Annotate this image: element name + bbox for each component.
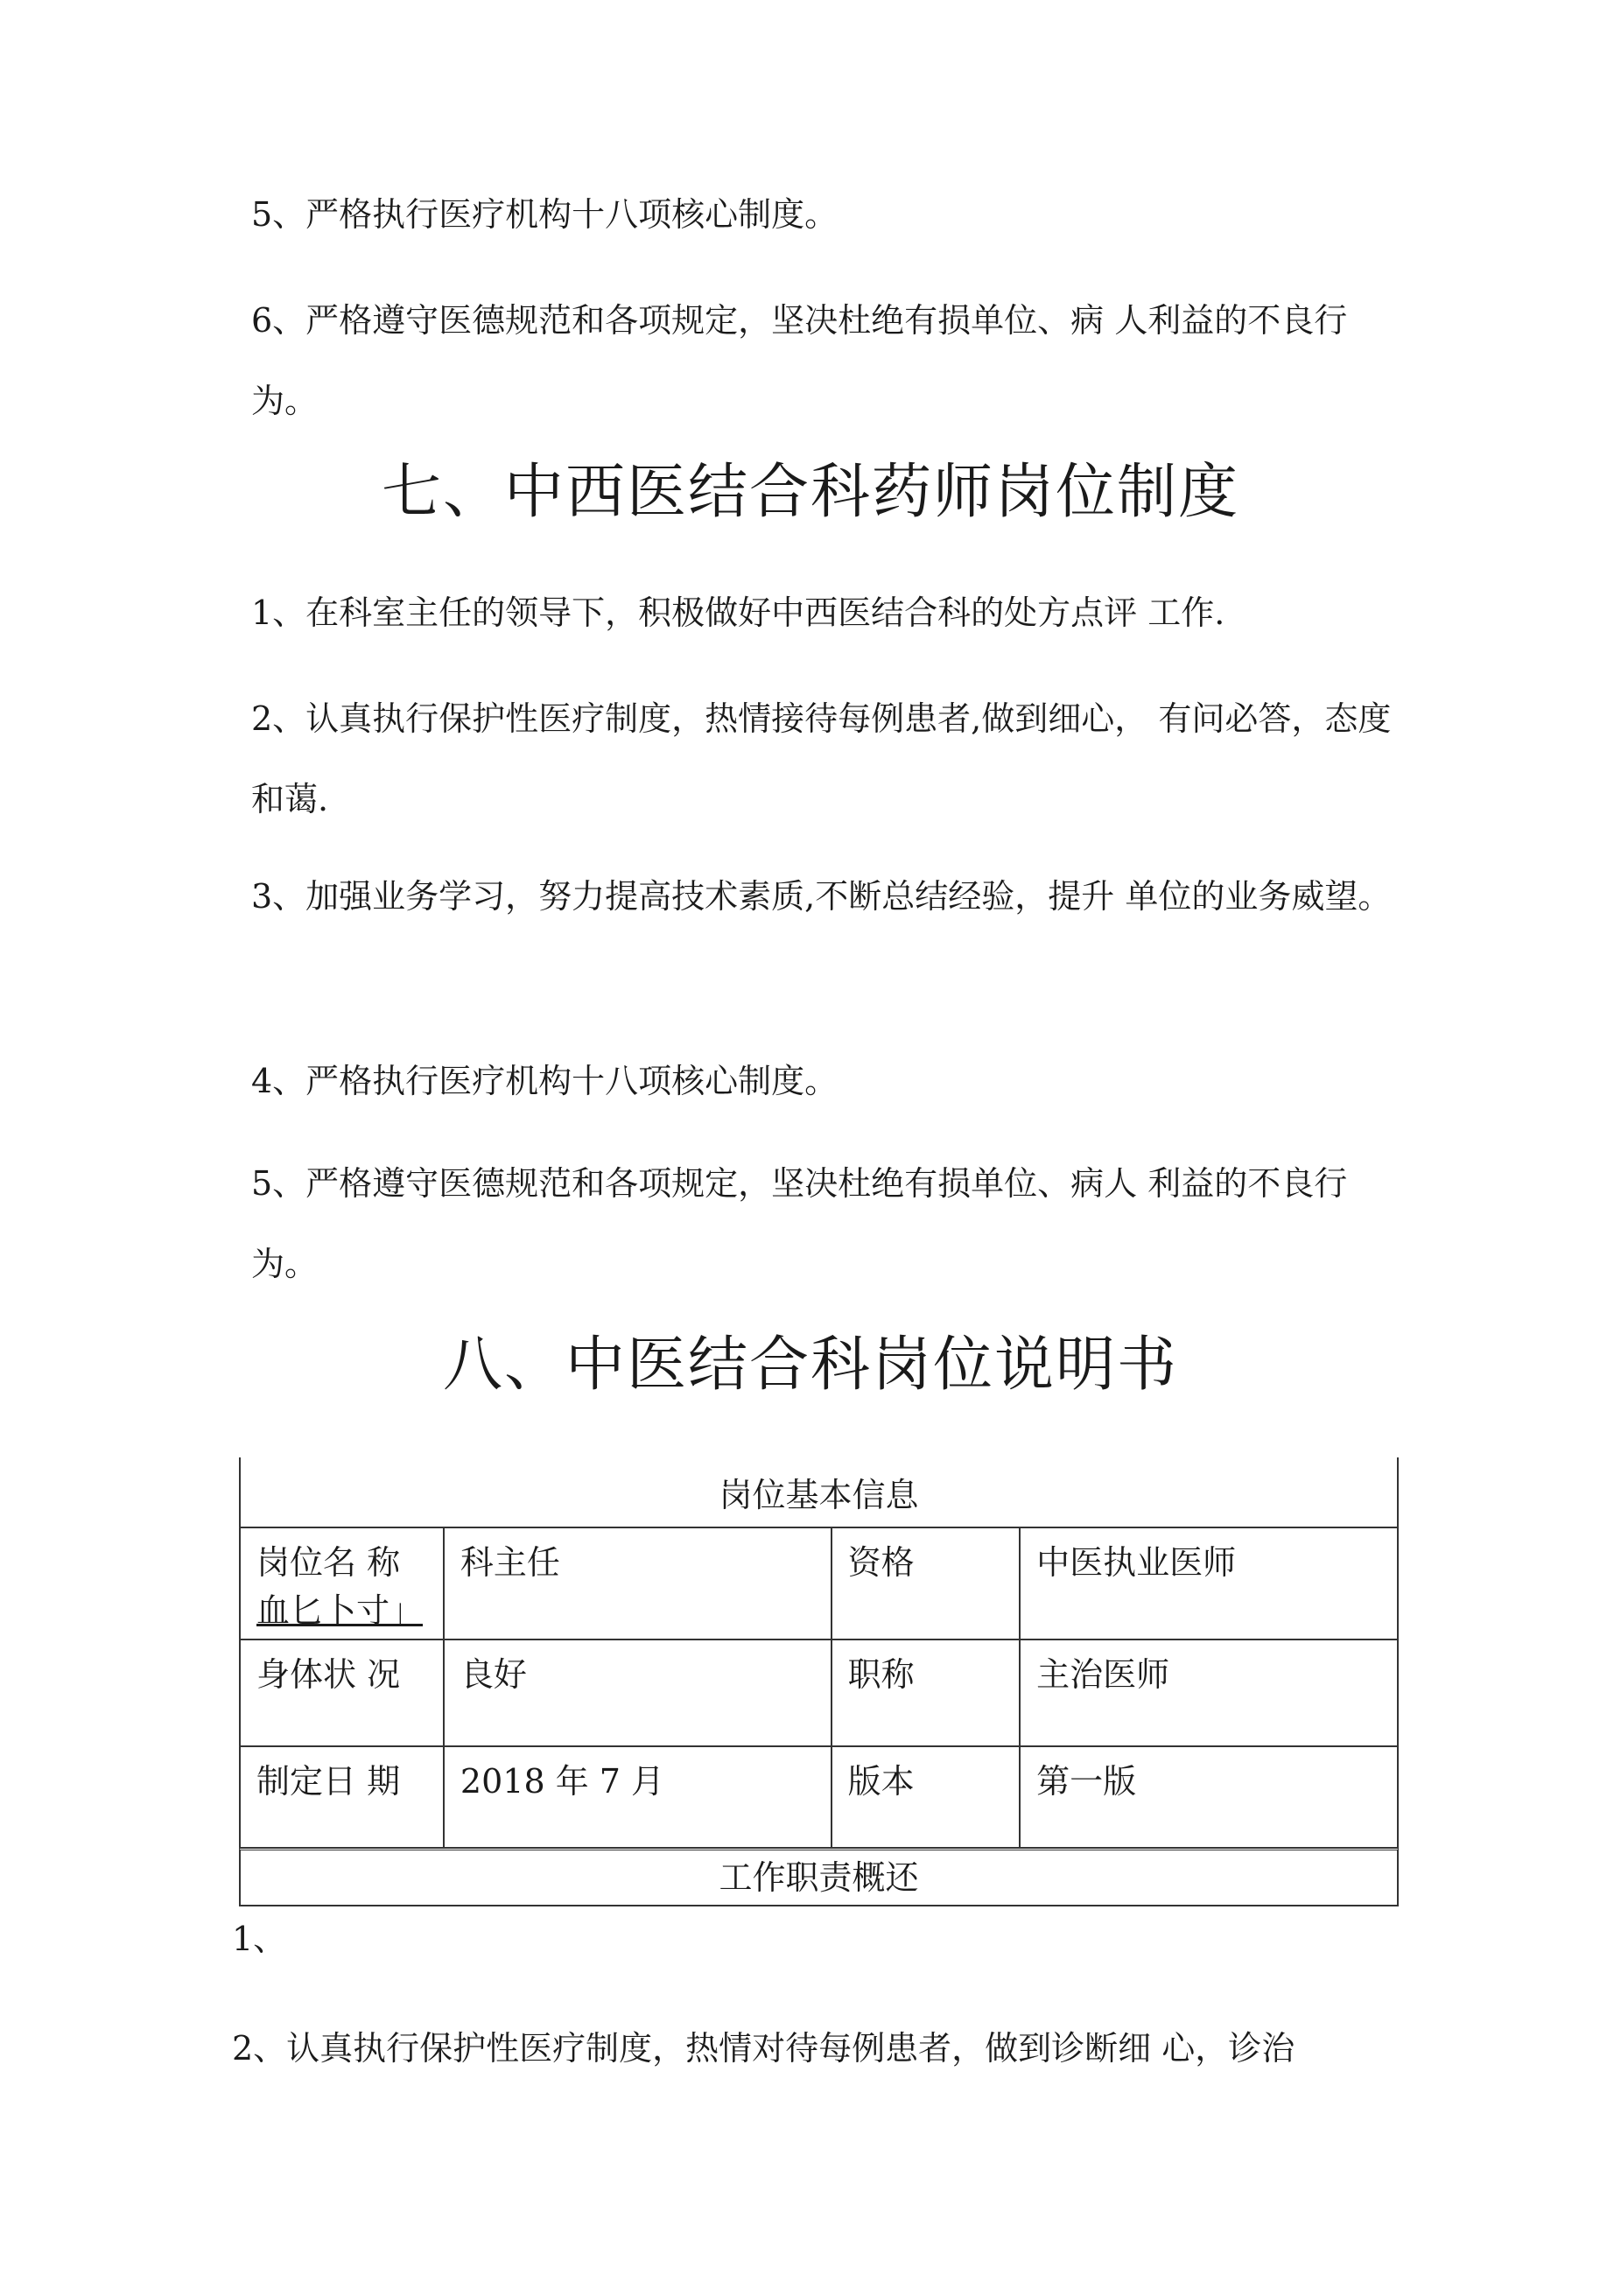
list-item: 2、认真执行保护性医疗制度，热情接待每例患者,做到细心， 有问必答，态度和蔼. xyxy=(251,699,1392,818)
cell-label-extra: 血匕卜寸」 xyxy=(256,1591,424,1630)
table-summary-header: 工作职责概还 xyxy=(239,1847,1399,1906)
list-item: 5、严格执行医疗机构十八项核心制度。 xyxy=(251,195,839,234)
table-cell-label: 身体状 况 xyxy=(240,1639,444,1746)
table-row xyxy=(240,1527,1398,1639)
cell-label-text: 岗位名 称 xyxy=(256,1543,401,1582)
table-row xyxy=(240,1639,1398,1746)
table-cell-value: 主治医师 xyxy=(1020,1639,1398,1746)
table-cell-value: 第一版 xyxy=(1020,1746,1398,1848)
list-item: 5、严格遵守医德规范和各项规定，坚决杜绝有损单位、病人 利益的不良行为。 xyxy=(251,1164,1348,1283)
table-cell-label: 版本 xyxy=(832,1746,1021,1848)
table-header: 岗位基本信息 xyxy=(240,1457,1398,1527)
table-cell-label xyxy=(240,1527,444,1639)
list-item: 4、严格执行医疗机构十八项核心制度。 xyxy=(251,1062,839,1100)
table-cell-label: 资格 xyxy=(832,1527,1021,1639)
table-cell-label: 制定日 期 xyxy=(240,1746,444,1848)
table-header-row xyxy=(240,1457,1398,1527)
table-cell-value: 科主任 xyxy=(444,1527,832,1639)
list-item: 1、在科室主任的领导下，积极做好中西医结合科的处方点评 工作. xyxy=(251,593,1225,632)
list-item: 1、 xyxy=(232,1920,287,1958)
list-item: 6、严格遵守医德规范和各项规定，坚决杜绝有损单位、病 人利益的不良行为。 xyxy=(251,301,1348,420)
table-cell-label: 职称 xyxy=(832,1639,1021,1746)
table-cell-value: 2018 年 7 月 xyxy=(444,1746,832,1848)
section-title: 八、中医结合科岗位说明书 xyxy=(442,1331,1178,1400)
job-info-table xyxy=(239,1457,1399,1849)
table-cell-value: 中医执业医师 xyxy=(1020,1527,1398,1639)
list-item: 3、加强业务学习，努力提高技术素质,不断总结经验，提升 单位的业务威望。 xyxy=(251,877,1392,916)
table-row xyxy=(240,1746,1398,1848)
list-item: 2、认真执行保护性医疗制度，热情对待每例患者，做到诊断细 心，诊治 xyxy=(232,2029,1295,2068)
table-cell-value: 良好 xyxy=(444,1639,832,1746)
section-title: 七、中西医结合科药师岗位制度 xyxy=(381,458,1239,527)
